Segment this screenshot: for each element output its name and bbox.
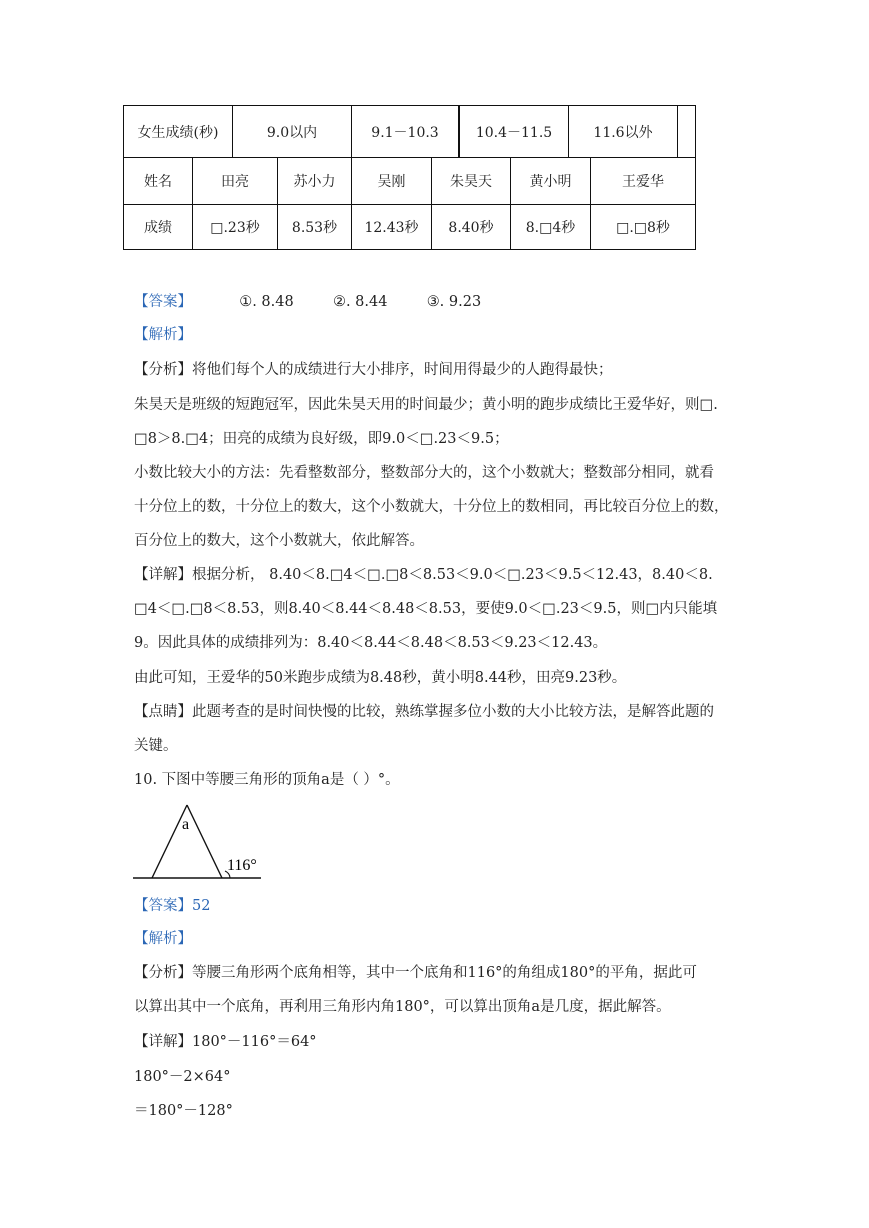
table-cell: □.□8秒 (590, 204, 696, 250)
answer-item: ③. 9.23 (426, 294, 482, 310)
score-table (123, 105, 696, 250)
analysis-text: 以算出其中一个底角，再利用三角形内角180°，可以算出顶角a是几度，据此解答。 (134, 999, 671, 1015)
q10-answer-line (134, 896, 210, 916)
question-10: 10. 下图中等腰三角形的顶角a是（ ）°。 (134, 772, 400, 788)
apex-label-a: a (182, 816, 190, 833)
answer-item: ②. 8.44 (332, 294, 388, 310)
table-cell: 朱昊天 (431, 157, 511, 205)
analysis-text: 【分析】将他们每个人的成绩进行大小排序，时间用得最少的人跑得最快； (134, 362, 613, 378)
table-cell: 12.43秒 (351, 204, 432, 250)
table-header-cell: 9.0以内 (232, 105, 352, 158)
angle-label-116: 116° (227, 857, 257, 874)
answer-label: 【答案】 (134, 294, 192, 310)
analysis-label: 【解析】 (134, 931, 192, 947)
table-cell: 苏小力 (277, 157, 352, 205)
detail-text: 由此可知，王爱华的50米跑步成绩为8.48秒，黄小明8.44秒，田亮9.23秒。 (134, 670, 627, 686)
analysis-text: 【分析】等腰三角形两个底角相等，其中一个底角和116°的角组成180°的平角，据此可 (134, 965, 697, 981)
analysis-text: 朱昊天是班级的短跑冠军，因此朱昊天用的时间最少；黄小明的跑步成绩比王爱华好，则□. (134, 397, 718, 413)
detail-text: ＝180°－128° (134, 1103, 233, 1119)
dianjing-text: 关键。 (134, 738, 178, 754)
table-cell: □.23秒 (192, 204, 278, 250)
table-cell: 黄小明 (510, 157, 591, 205)
q10-answer: 【答案】52 (134, 898, 211, 914)
table-cell: 成绩 (123, 204, 193, 250)
analysis-text: 小数比较大小的方法：先看整数部分，整数部分大的，这个小数就大；整数部分相同，就看 (134, 465, 714, 481)
table-cell: 姓名 (123, 157, 193, 205)
table-cell: 8.40秒 (431, 204, 511, 250)
analysis-text: 百分位上的数大，这个小数就大，依此解答。 (134, 533, 424, 549)
table-cell: 吴刚 (351, 157, 432, 205)
isosceles-triangle-figure (130, 802, 270, 884)
detail-text: □4＜□.□8＜8.53，则8.40＜8.44＜8.48＜8.53，要使9.0＜□.23＜9.5，则□内只能填 (134, 601, 718, 617)
q9-answer-line (134, 292, 481, 312)
table-cell: 王爱华 (590, 157, 696, 205)
answer-item: ①. 8.48 (239, 294, 294, 310)
triangle-right-side (187, 805, 222, 878)
table-cell: 田亮 (192, 157, 278, 205)
analysis-text: 十分位上的数，十分位上的数大，这个小数就大，十分位上的数相同，再比较百分位上的数， (134, 499, 729, 515)
table-empty-cell (677, 105, 696, 158)
analysis-label: 【解析】 (134, 327, 192, 343)
detail-text: 【详解】180°－116°＝64° (134, 1034, 317, 1050)
table-cell: 8.□4秒 (510, 204, 591, 250)
table-header-cell: 9.1－10.3 (351, 105, 459, 158)
detail-text: 180°－2×64° (134, 1069, 231, 1085)
table-header-cell: 女生成绩(秒) (123, 105, 233, 158)
analysis-text: □8＞8.□4；田亮的成绩为良好级，即9.0＜□.23＜9.5； (134, 431, 509, 447)
detail-text: 【详解】根据分析， 8.40＜8.□4＜□.□8＜8.53＜9.0＜□.23＜9.5＜12.43，8.40＜8. (134, 567, 713, 583)
table-header-cell: 11.6以外 (568, 105, 678, 158)
table-cell: 8.53秒 (277, 204, 352, 250)
table-header-cell: 10.4－11.5 (458, 105, 569, 158)
detail-text: 9。因此具体的成绩排列为：8.40＜8.44＜8.48＜8.53＜9.23＜12.43。 (134, 635, 608, 651)
dianjing-text: 【点睛】此题考查的是时间快慢的比较，熟练掌握多位小数的大小比较方法，是解答此题的 (134, 704, 714, 720)
